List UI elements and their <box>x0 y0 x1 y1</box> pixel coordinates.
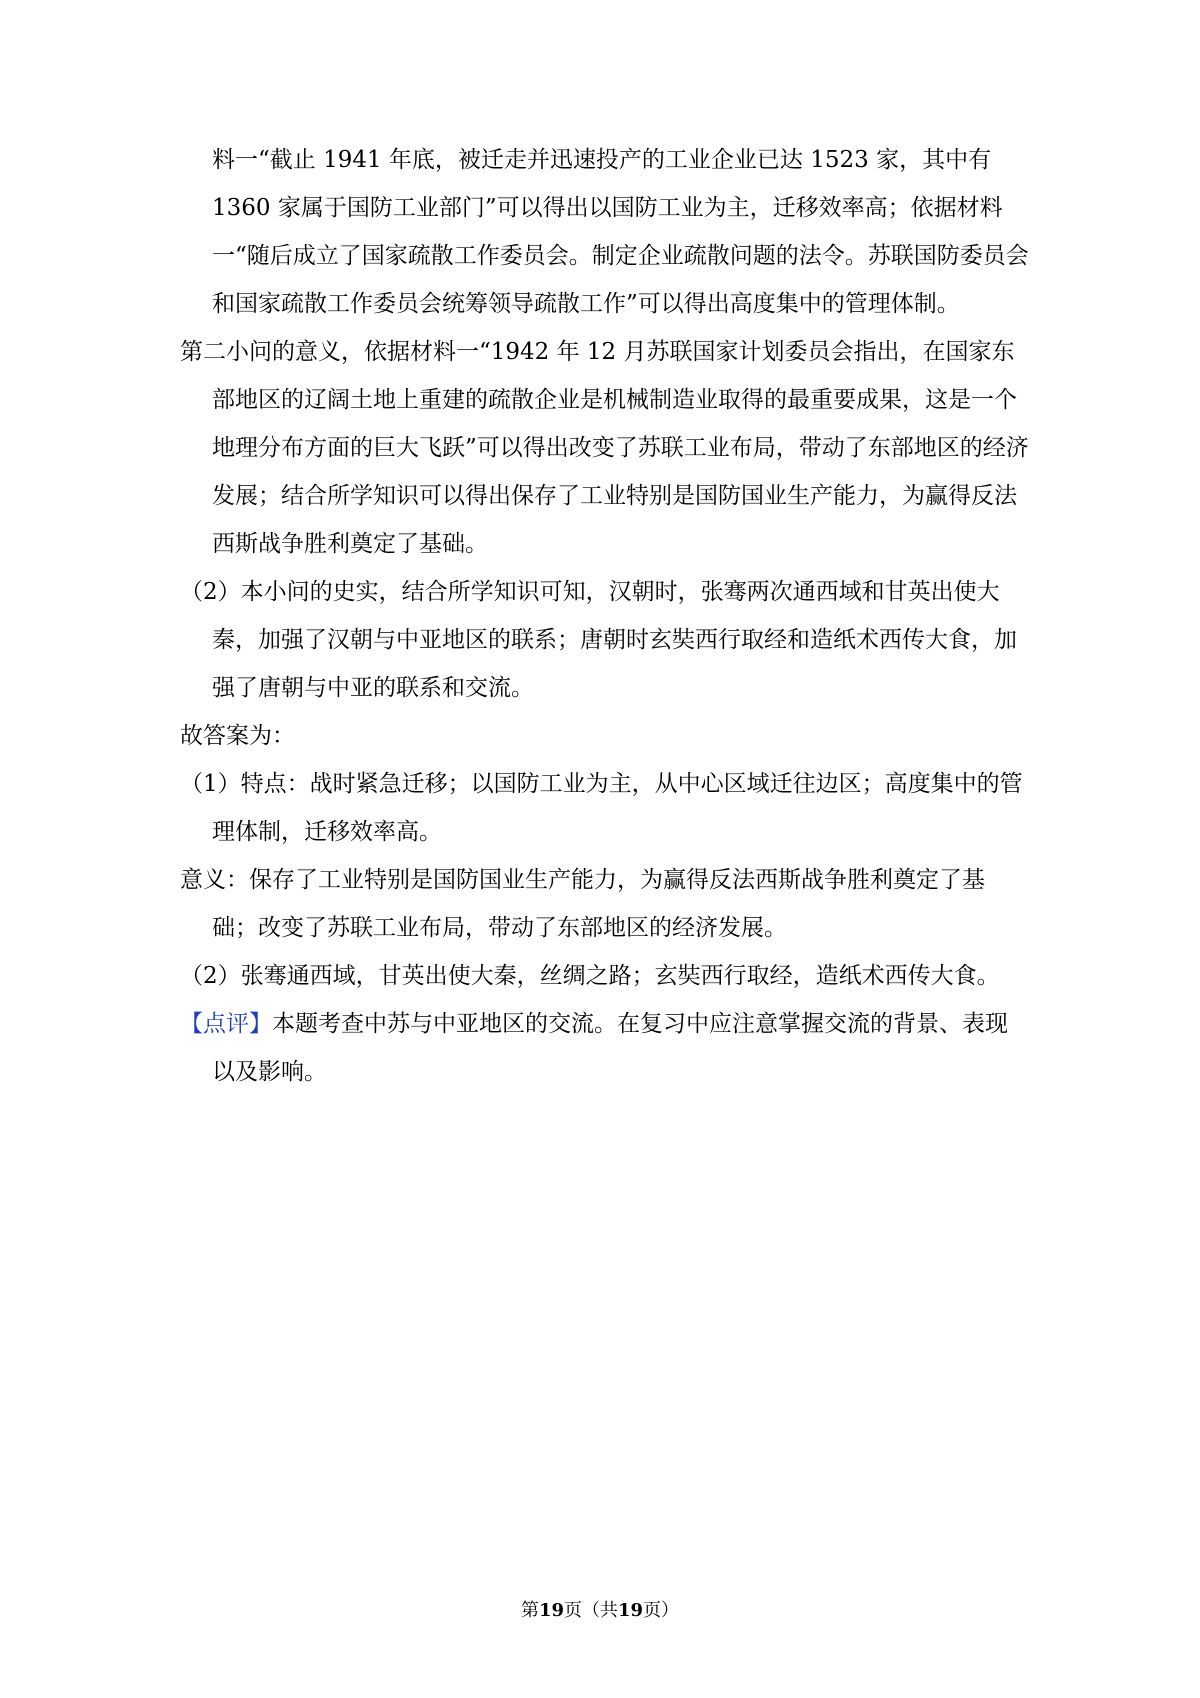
comment-text: 本题考查中苏与中亚地区的交流。在复习中应注意掌握交流的背景、表现以及影响。 <box>212 1011 1008 1085</box>
comment-tag: 【点评】 <box>180 1011 272 1037</box>
paragraph-second-question: 第二小问的意义，依据材料一“1942 年 12 月苏联国家计划委员会指出，在国家东部地区的辽阔土地上重建的疏散企业是机械制造业取得的最重要成果，这是一个地理分布方面的巨大飞跃”可以得出改变了苏联工业布局，带动了东部地区的经济发展；结合所学知识可以得出保存了工业特别是国防国业生产能力，为赢得反法西斯战争胜利奠定了基础。 <box>180 339 1029 557</box>
page-footer <box>0 1599 1200 1623</box>
paragraph-continuation: 料一“截止 1941 年底，被迁走并迅速投产的工业企业已达 1523 家，其中有 1360 家属于国防工业部门”可以得出以国防工业为主，迁移效率高；依据材料一“随后成立了国家疏散工作委员会。制定企业疏散问题的法令。苏联国防委员会和国家疏散工作委员会统筹领导疏散工作”可以得出高度集中的管理体制。 <box>212 147 1029 317</box>
footer-suffix: 页） <box>643 1600 680 1621</box>
footer-middle: 页（共 <box>564 1600 618 1621</box>
answer-meaning: 意义：保存了工业特别是国防国业生产能力，为赢得反法西斯战争胜利奠定了基础；改变了苏联工业布局，带动了东部地区的经济发展。 <box>180 867 985 941</box>
footer-total-pages: 19 <box>618 1600 644 1621</box>
answer-item-1: （1）特点：战时紧急迁移；以国防工业为主，从中心区域迁往边区；高度集中的管理体制，迁移效率高。 <box>180 771 1023 845</box>
answer-heading: 故答案为： <box>180 723 295 749</box>
comment-paragraph <box>180 1000 1030 1096</box>
footer-prefix: 第 <box>520 1600 539 1621</box>
answer-explanation <box>180 136 1030 1096</box>
answer-item-2: （2）张骞通西域，甘英出使大秦，丝绸之路；玄奘西行取经，造纸术西传大食。 <box>180 963 1000 989</box>
footer-page-number: 19 <box>538 1600 564 1621</box>
paragraph-part-2: （2）本小问的史实，结合所学知识可知，汉朝时，张骞两次通西域和甘英出使大秦，加强了汉朝与中亚地区的联系；唐朝时玄奘西行取经和造纸术西传大食，加强了唐朝与中亚的联系和交流。 <box>180 579 1017 701</box>
